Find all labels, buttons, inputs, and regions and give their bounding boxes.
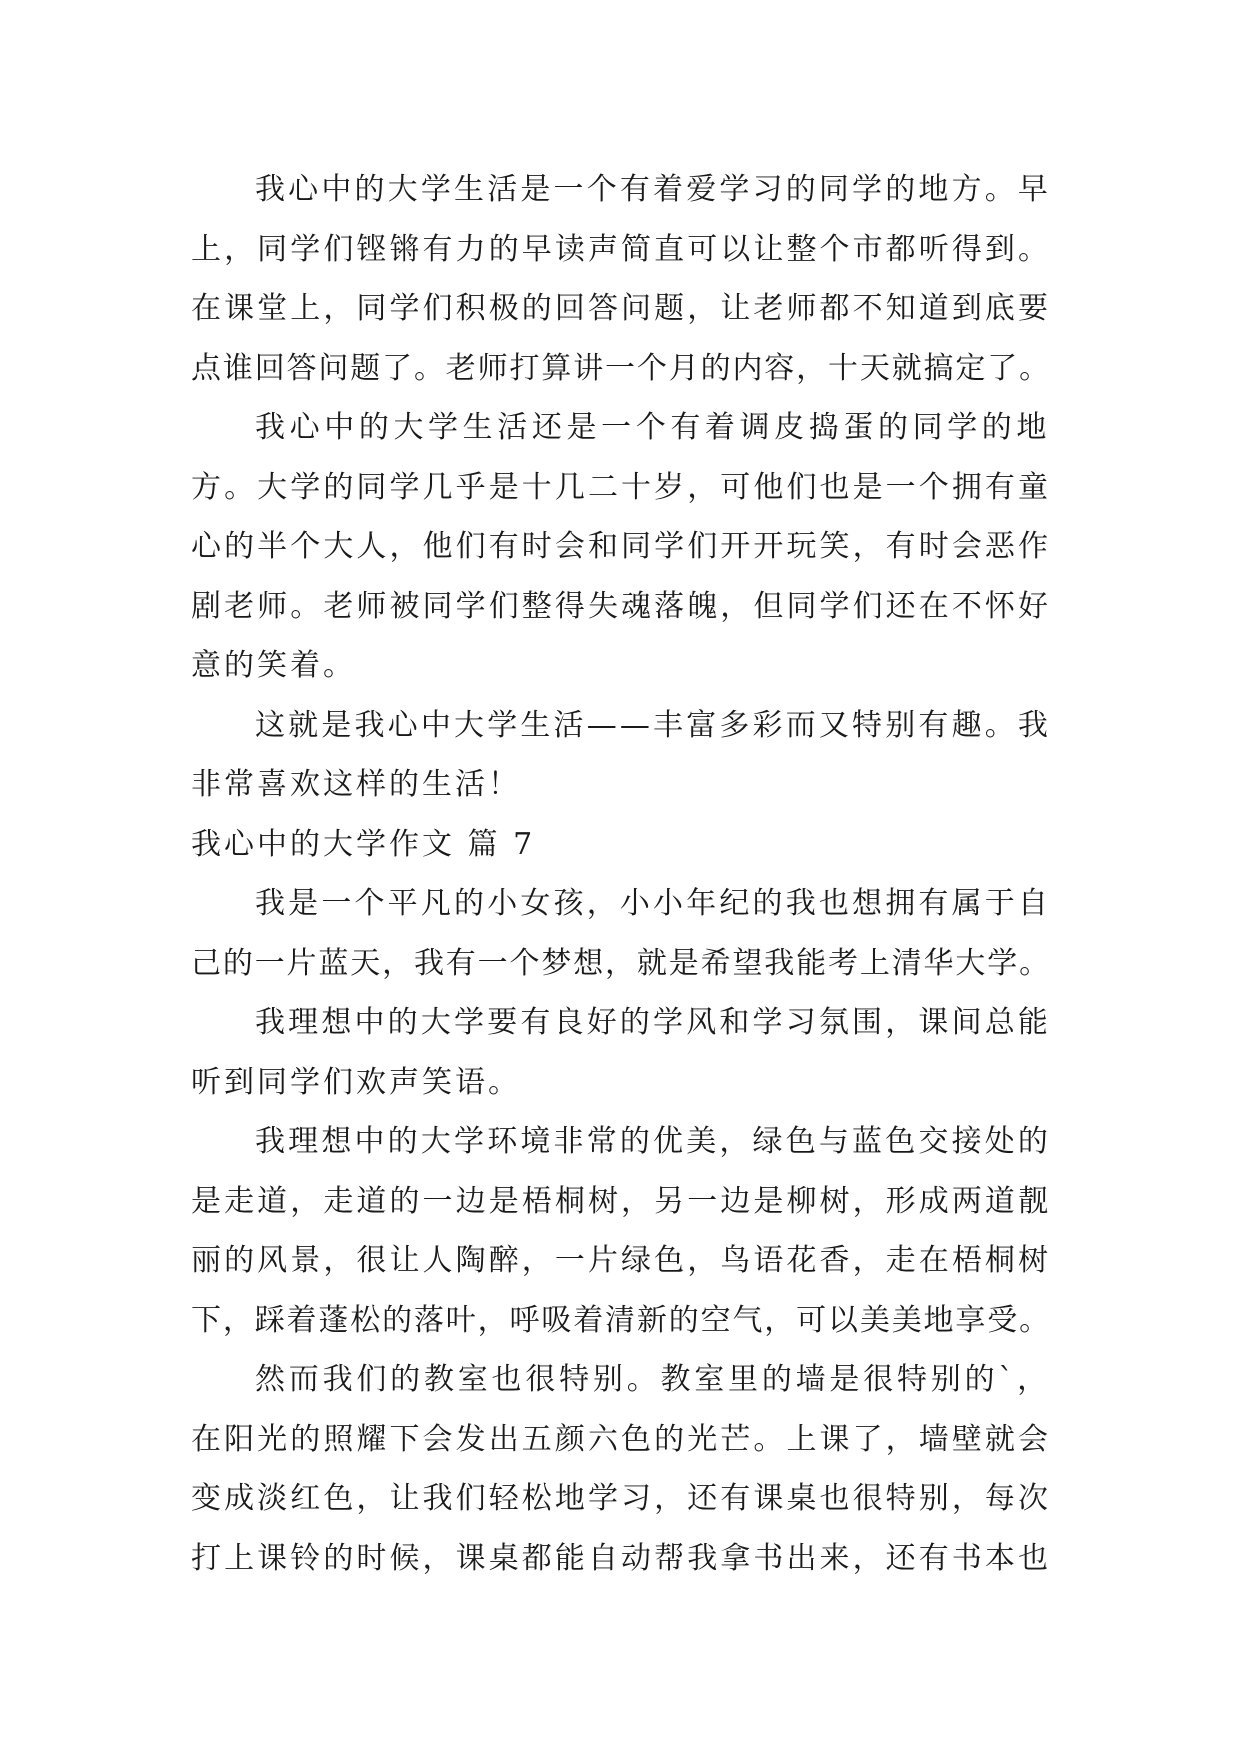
text-line: 在阳光的照耀下会发出五颜六色的光芒。上课了，墙壁就会 [191, 1421, 1052, 1457]
text-line: 这就是我心中大学生活——丰富多彩而又特别有趣。我 [255, 707, 1052, 743]
text-line: 听到同学们欢声笑语。 [191, 1064, 521, 1100]
text-line: 意的笑着。 [191, 648, 356, 683]
text-line: 打上课铃的时候，课桌都能自动帮我拿书出来，还有书本也 [191, 1540, 1052, 1576]
section-heading: 我心中的大学作文 篇 7 [191, 826, 536, 862]
text-line: 丽的风景，很让人陶醉，一片绿色，鸟语花香，走在梧桐树 [191, 1243, 1052, 1278]
text-line: 我是一个平凡的小女孩，小小年纪的我也想拥有属于自 [255, 886, 1052, 921]
text-line: 变成淡红色，让我们轻松地学习，还有课桌也很特别，每次 [191, 1481, 1052, 1516]
text-line: 点谁回答问题了。老师打算讲一个月的内容，十天就搞定了。 [191, 350, 1051, 386]
document-body [191, 160, 1051, 1588]
text-line: 在课堂上，同学们积极的回答问题，让老师都不知道到底要 [191, 291, 1052, 326]
text-line: 心的半个大人，他们有时会和同学们开开玩笑，有时会恶作 [191, 529, 1052, 564]
text-line: 是走道，走道的一边是梧桐树，另一边是柳树，形成两道靓 [191, 1183, 1052, 1219]
text-line: 己的一片蓝天，我有一个梦想，就是希望我能考上清华大学。 [191, 945, 1051, 981]
text-line: 我心中的大学生活还是一个有着调皮捣蛋的同学的地 [255, 410, 1052, 445]
text-line: 下，踩着蓬松的落叶，呼吸着清新的空气，可以美美地享受。 [191, 1302, 1051, 1338]
text-line: 方。大学的同学几乎是十几二十岁，可他们也是一个拥有童 [191, 469, 1052, 505]
text-line: 我理想中的大学环境非常的优美，绿色与蓝色交接处的 [255, 1124, 1052, 1159]
text-line: 上，同学们铿锵有力的早读声简直可以让整个市都听得到。 [191, 231, 1052, 267]
text-line: 我心中的大学生活是一个有着爱学习的同学的地方。早 [255, 172, 1052, 207]
text-line: 我理想中的大学要有良好的学风和学习氛围，课间总能 [255, 1005, 1052, 1040]
text-line: 然而我们的教室也很特别。教室里的墙是很特别的`， [255, 1362, 1051, 1397]
text-line: 剧老师。老师被同学们整得失魂落魄，但同学们还在不怀好 [191, 588, 1052, 624]
text-line: 非常喜欢这样的生活！ [191, 767, 521, 802]
